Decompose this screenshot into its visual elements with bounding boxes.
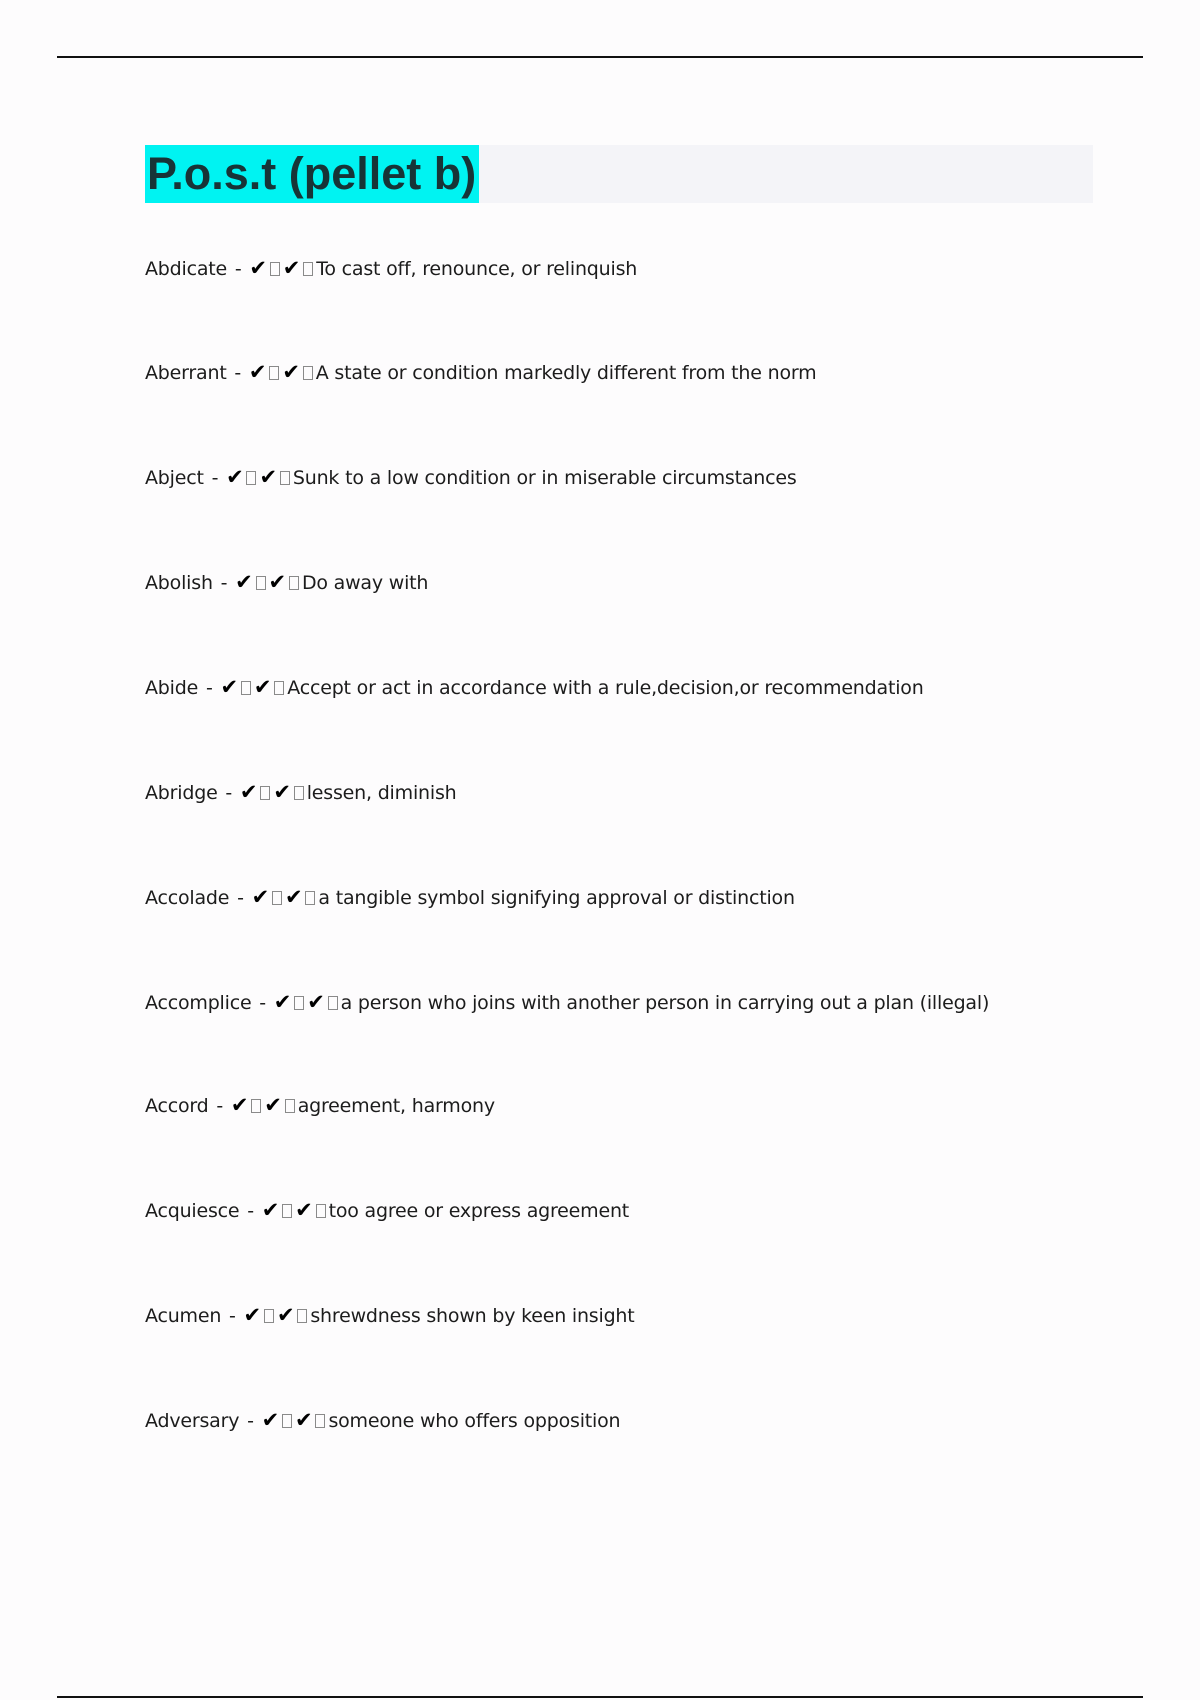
missing-glyph-box-icon bbox=[316, 1204, 326, 1218]
missing-glyph-box-icon bbox=[260, 786, 270, 800]
missing-glyph-box-icon bbox=[241, 681, 251, 695]
definition: Do away with bbox=[301, 572, 429, 594]
check-icon: ✔ bbox=[243, 1303, 261, 1327]
flashcard-entry bbox=[145, 570, 428, 594]
check-icon: ✔ bbox=[276, 1303, 295, 1327]
flashcard-entry bbox=[145, 675, 924, 699]
flashcard-entry bbox=[145, 1198, 629, 1222]
check-icon: ✔ bbox=[235, 570, 253, 594]
top-rule bbox=[57, 56, 1143, 58]
flashcard-entry bbox=[145, 780, 456, 804]
term: Accord bbox=[145, 1095, 209, 1117]
missing-glyph-box-icon bbox=[297, 1309, 307, 1323]
term: Accolade bbox=[145, 887, 230, 909]
separator: - bbox=[220, 572, 228, 594]
missing-glyph-box-icon bbox=[256, 576, 266, 590]
definition: a person who joins with another person in carrying out a plan (illegal) bbox=[340, 992, 990, 1014]
flashcard-entry bbox=[145, 885, 795, 909]
definition: a tangible symbol signifying approval or distinction bbox=[318, 887, 795, 909]
check-icon: ✔ bbox=[261, 1198, 280, 1222]
definition: Accept or act in accordance with a rule,decision,or recommendation bbox=[287, 677, 924, 699]
separator: - bbox=[216, 1095, 224, 1117]
missing-glyph-box-icon bbox=[305, 891, 315, 905]
check-icon: ✔ bbox=[253, 675, 272, 699]
check-icon: ✔ bbox=[295, 1198, 313, 1222]
definition: lessen, diminish bbox=[306, 782, 457, 804]
term: Abject bbox=[145, 467, 204, 489]
definition: agreement, harmony bbox=[297, 1095, 495, 1117]
check-icon: ✔ bbox=[295, 1408, 313, 1432]
check-icon: ✔ bbox=[226, 465, 244, 489]
check-icon: ✔ bbox=[261, 1408, 280, 1432]
term: Adversary bbox=[145, 1410, 240, 1432]
separator: - bbox=[234, 258, 242, 280]
missing-glyph-box-icon bbox=[303, 262, 313, 276]
check-icon: ✔ bbox=[282, 360, 300, 384]
missing-glyph-box-icon bbox=[285, 1099, 295, 1113]
check-icon: ✔ bbox=[249, 256, 267, 280]
missing-glyph-box-icon bbox=[246, 471, 256, 485]
check-icon: ✔ bbox=[251, 885, 270, 909]
term: Acquiesce bbox=[145, 1200, 240, 1222]
missing-glyph-box-icon bbox=[294, 996, 304, 1010]
separator: - bbox=[237, 887, 244, 909]
separator: - bbox=[247, 1410, 254, 1432]
missing-glyph-box-icon bbox=[289, 576, 299, 590]
separator: - bbox=[225, 782, 233, 804]
missing-glyph-box-icon bbox=[269, 366, 279, 380]
term: Abolish bbox=[145, 572, 213, 594]
definition: Sunk to a low condition or in miserable circumstances bbox=[292, 467, 797, 489]
check-icon: ✔ bbox=[264, 1093, 282, 1117]
check-icon: ✔ bbox=[268, 570, 286, 594]
definition: To cast off, renounce, or relinquish bbox=[316, 258, 638, 280]
flashcard-entry bbox=[145, 990, 989, 1014]
separator: - bbox=[205, 677, 213, 699]
term: Aberrant bbox=[145, 362, 227, 384]
flashcard-entry bbox=[145, 1408, 620, 1432]
flashcard-entry bbox=[145, 465, 797, 489]
check-icon: ✔ bbox=[307, 990, 325, 1014]
missing-glyph-box-icon bbox=[280, 471, 290, 485]
check-icon: ✔ bbox=[239, 780, 258, 804]
definition: shrewdness shown by keen insight bbox=[310, 1305, 635, 1327]
check-icon: ✔ bbox=[230, 1093, 249, 1117]
definition: too agree or express agreement bbox=[328, 1200, 630, 1222]
flashcard-entry bbox=[145, 1093, 495, 1117]
separator: - bbox=[234, 362, 242, 384]
document-title: P.o.s.t (pellet b) bbox=[145, 145, 479, 203]
missing-glyph-box-icon bbox=[272, 891, 282, 905]
missing-glyph-box-icon bbox=[282, 1204, 292, 1218]
missing-glyph-box-icon bbox=[274, 681, 284, 695]
check-icon: ✔ bbox=[282, 256, 301, 280]
definition: someone who offers opposition bbox=[328, 1410, 621, 1432]
check-icon: ✔ bbox=[248, 360, 267, 384]
missing-glyph-box-icon bbox=[264, 1309, 274, 1323]
separator: - bbox=[211, 467, 219, 489]
flashcard-entry bbox=[145, 360, 816, 384]
missing-glyph-box-icon bbox=[251, 1099, 261, 1113]
flashcard-entry bbox=[145, 1303, 635, 1327]
separator: - bbox=[259, 992, 266, 1014]
missing-glyph-box-icon bbox=[282, 1414, 292, 1428]
missing-glyph-box-icon bbox=[328, 996, 338, 1010]
check-icon: ✔ bbox=[259, 465, 277, 489]
check-icon: ✔ bbox=[273, 780, 291, 804]
term: Abdicate bbox=[145, 258, 228, 280]
flashcard-entry bbox=[145, 256, 637, 280]
check-icon: ✔ bbox=[273, 990, 292, 1014]
missing-glyph-box-icon bbox=[270, 262, 280, 276]
term: Accomplice bbox=[145, 992, 252, 1014]
definition: A state or condition markedly different from the norm bbox=[315, 362, 817, 384]
term: Abide bbox=[145, 677, 199, 699]
term: Acumen bbox=[145, 1305, 222, 1327]
check-icon: ✔ bbox=[285, 885, 303, 909]
check-icon: ✔ bbox=[220, 675, 238, 699]
separator: - bbox=[247, 1200, 254, 1222]
missing-glyph-box-icon bbox=[294, 786, 304, 800]
term: Abridge bbox=[145, 782, 218, 804]
missing-glyph-box-icon bbox=[315, 1414, 325, 1428]
missing-glyph-box-icon bbox=[303, 366, 313, 380]
separator: - bbox=[229, 1305, 236, 1327]
bottom-rule bbox=[57, 1696, 1143, 1698]
